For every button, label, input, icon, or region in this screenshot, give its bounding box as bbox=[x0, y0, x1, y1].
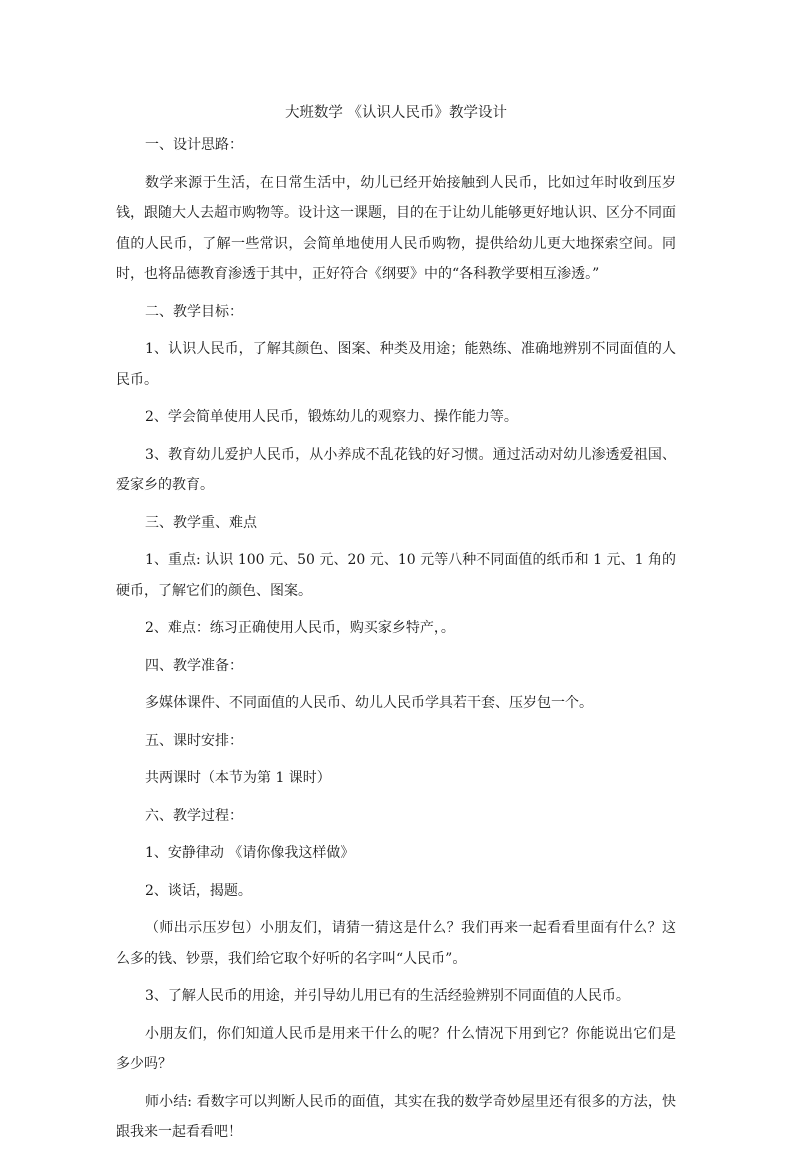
key-point-item: 1、重点: 认识 100 元、50 元、20 元、10 元等八种不同面值的纸币和 1 元、1 角的硬币，了解它们的颜色、图案。 bbox=[116, 552, 676, 599]
document-page bbox=[116, 102, 676, 1155]
section-heading-preparation: 四、教学准备： bbox=[145, 657, 243, 674]
process-step-2: 2、谈话，揭题。 bbox=[145, 882, 252, 899]
document-title: 大班数学 《认识人民币》教学设计 bbox=[284, 105, 508, 121]
section-heading-teaching-goals: 二、教学目标： bbox=[145, 303, 243, 320]
preparation-paragraph: 多媒体课件、不同面值的人民币、幼儿人民币学具若干套、压岁包一个。 bbox=[145, 695, 593, 711]
process-step-3: 3、了解人民币的用途，并引导幼儿用已有的生活经验辨别不同面值的人民币。 bbox=[145, 988, 630, 1004]
goal-item-2: 2、学会简单使用人民币，锻炼幼儿的观察力、操作能力等。 bbox=[145, 409, 518, 425]
difficulty-item: 2、难点：练习正确使用人民币，购买家乡特产，。 bbox=[145, 620, 455, 636]
goal-item-1: 1、认识人民币，了解其颜色、图案、种类及用途；能熟练、准确地辨别不同面值的人民币。 bbox=[116, 341, 676, 388]
goal-item-3: 3、教育幼儿爱护人民币，从小养成不乱花钱的好习惯。通过活动对幼儿渗透爱祖国、爱家乡的教育。 bbox=[116, 446, 676, 493]
section-heading-process: 六、教学过程： bbox=[145, 807, 243, 824]
section-heading-design-idea: 一、设计思路： bbox=[145, 137, 243, 153]
process-step-3-text: 小朋友们，你们知道人民币是用来干什么的呢？什么情况下用到它？你能说出它们是多少吗？ bbox=[116, 1025, 676, 1072]
teacher-summary: 师小结: 看数字可以判断人民币的面值，其实在我的数学奇妙屋里还有很多的方法，快跟我来一起看看吧！ bbox=[116, 1093, 676, 1140]
process-step-2-text: （师出示压岁包）小朋友们，请猜一猜这是什么？我们再来一起看看里面有什么？这么多的钱、钞票，我们给它取个好听的名字叫“人民币”。 bbox=[116, 920, 676, 967]
design-idea-paragraph: 数学来源于生活，在日常生活中，幼儿已经开始接触到人民币，比如过年时收到压岁钱，跟随大人去超市购物等。设计这一课题，目的在于让幼儿能够更好地认识、区分不同面值的人民币，了解一些常识，会简单地使用人民币购物，提供给幼儿更大地探索空间。同时，也将品德教育渗透于其中，正好符合《纲要》中的“各科教学要相互渗透。” bbox=[116, 174, 676, 282]
schedule-paragraph: 共两课时（本节为第 1 课时） bbox=[145, 770, 331, 786]
section-heading-key-points: 三、教学重、难点 bbox=[145, 514, 257, 531]
section-heading-schedule: 五、课时安排： bbox=[145, 732, 243, 749]
process-step-1: 1、安静律动 《请你像我这样做》 bbox=[145, 845, 355, 861]
